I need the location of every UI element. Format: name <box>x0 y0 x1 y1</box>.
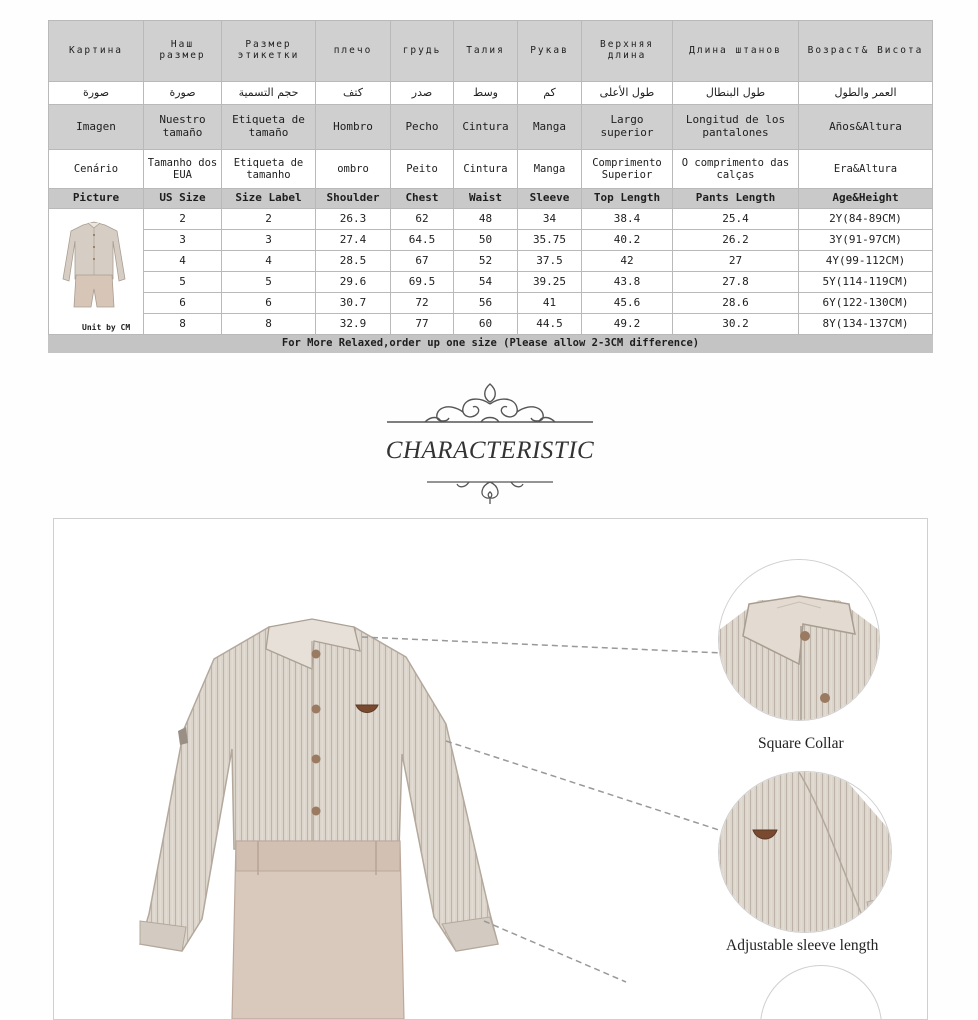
table-row <box>49 251 933 272</box>
table-cell: 42 <box>582 251 673 272</box>
table-cell: 26.2 <box>673 230 799 251</box>
table-cell: 29.6 <box>316 272 391 293</box>
table-cell: 6 <box>144 293 222 314</box>
header-cell: Largo superior <box>582 105 673 150</box>
header-cell: Picture <box>49 189 144 209</box>
header-cell: Nuestro tamaño <box>144 105 222 150</box>
table-cell: 54 <box>454 272 518 293</box>
table-row <box>49 314 933 335</box>
table-cell: 5 <box>144 272 222 293</box>
header-cell: Наш размер <box>144 21 222 82</box>
header-cell: Pecho <box>391 105 454 150</box>
sleeve-caption: Adjustable sleeve length <box>726 937 879 954</box>
header-cell: Cintura <box>454 105 518 150</box>
header-cell: كم <box>518 82 582 105</box>
table-cell: 34 <box>518 209 582 230</box>
header-cell: Comprimento Superior <box>582 150 673 189</box>
header-row-spanish <box>49 105 933 150</box>
header-cell: Manga <box>518 105 582 150</box>
header-cell: العمر والطول <box>799 82 933 105</box>
header-cell: Era&Altura <box>799 150 933 189</box>
table-cell: 43.8 <box>582 272 673 293</box>
header-cell: грудь <box>391 21 454 82</box>
table-cell: 52 <box>454 251 518 272</box>
header-cell: Size Label <box>222 189 316 209</box>
table-cell: 3 <box>222 230 316 251</box>
table-cell: 41 <box>518 293 582 314</box>
table-cell: 4 <box>144 251 222 272</box>
header-row-english <box>49 189 933 209</box>
header-cell: ombro <box>316 150 391 189</box>
unit-note: Unit by CM <box>82 322 131 332</box>
header-cell: Рукав <box>518 21 582 82</box>
size-chart <box>48 20 932 348</box>
header-cell: Возраст& Висота <box>799 21 933 82</box>
header-cell: Waist <box>454 189 518 209</box>
header-cell: Картина <box>49 21 144 82</box>
header-cell: Años&Altura <box>799 105 933 150</box>
table-cell: 8 <box>144 314 222 335</box>
outfit-thumbnail-image <box>59 219 129 311</box>
section-title: CHARACTERISTIC <box>385 437 595 464</box>
table-cell: 8 <box>222 314 316 335</box>
table-cell: 6 <box>222 293 316 314</box>
table-cell: 69.5 <box>391 272 454 293</box>
header-cell: US Size <box>144 189 222 209</box>
header-cell: Длина штанов <box>673 21 799 82</box>
table-cell: 49.2 <box>582 314 673 335</box>
table-cell: 27.8 <box>673 272 799 293</box>
table-cell: 38.4 <box>582 209 673 230</box>
table-cell: 32.9 <box>316 314 391 335</box>
table-cell: 30.2 <box>673 314 799 335</box>
table-cell: 5 <box>222 272 316 293</box>
picture-cell <box>49 209 144 335</box>
table-cell: 35.75 <box>518 230 582 251</box>
header-cell: صورة <box>49 82 144 105</box>
header-cell: Age&Height <box>799 189 933 209</box>
header-cell: Etiqueta de tamaño <box>222 105 316 150</box>
table-cell: 25.4 <box>673 209 799 230</box>
header-cell: Chest <box>391 189 454 209</box>
table-cell: 26.3 <box>316 209 391 230</box>
header-cell: Tamanho dos EUA <box>144 150 222 189</box>
table-row <box>49 230 933 251</box>
table-cell: 2Y(84-89CM) <box>799 209 933 230</box>
table-cell: 27.4 <box>316 230 391 251</box>
collar-detail-image <box>718 559 880 721</box>
table-cell: 2 <box>222 209 316 230</box>
table-cell: 3 <box>144 230 222 251</box>
table-cell: 64.5 <box>391 230 454 251</box>
header-cell: صدر <box>391 82 454 105</box>
table-cell: 40.2 <box>582 230 673 251</box>
table-cell: 5Y(114-119CM) <box>799 272 933 293</box>
table-cell: 30.7 <box>316 293 391 314</box>
table-cell: 45.6 <box>582 293 673 314</box>
header-row-portuguese <box>49 150 933 189</box>
header-cell: Longitud de los pantalones <box>673 105 799 150</box>
ornament-top-icon <box>385 378 595 434</box>
fit-note: For More Relaxed,order up one size (Please allow 2-3CM difference) <box>49 335 933 353</box>
table-cell: 28.5 <box>316 251 391 272</box>
table-row <box>49 209 933 230</box>
header-cell: Manga <box>518 150 582 189</box>
header-cell: كتف <box>316 82 391 105</box>
table-cell: 56 <box>454 293 518 314</box>
header-cell: O comprimento das calças <box>673 150 799 189</box>
header-cell: Hombro <box>316 105 391 150</box>
table-cell: 27 <box>673 251 799 272</box>
collar-caption: Square Collar <box>758 735 844 752</box>
header-cell: Верхняя длина <box>582 21 673 82</box>
header-cell: Cenário <box>49 150 144 189</box>
footer-row <box>49 335 933 353</box>
table-cell: 4Y(99-112CM) <box>799 251 933 272</box>
header-row-russian <box>49 21 933 82</box>
header-cell: وسط <box>454 82 518 105</box>
table-cell: 50 <box>454 230 518 251</box>
header-cell: плечо <box>316 21 391 82</box>
table-cell: 28.6 <box>673 293 799 314</box>
header-cell: Размер этикетки <box>222 21 316 82</box>
header-row-arabic <box>49 82 933 105</box>
ornament-bottom-icon <box>425 470 555 506</box>
table-cell: 60 <box>454 314 518 335</box>
table-cell: 2 <box>144 209 222 230</box>
table-cell: 37.5 <box>518 251 582 272</box>
table-cell: 67 <box>391 251 454 272</box>
table-cell: 4 <box>222 251 316 272</box>
header-cell: Peito <box>391 150 454 189</box>
header-cell: حجم التسمية <box>222 82 316 105</box>
table-cell: 8Y(134-137CM) <box>799 314 933 335</box>
table-cell: 44.5 <box>518 314 582 335</box>
header-cell: Pants Length <box>673 189 799 209</box>
header-cell: صورة <box>144 82 222 105</box>
table-cell: 62 <box>391 209 454 230</box>
header-cell: طول البنطال <box>673 82 799 105</box>
table-cell: 39.25 <box>518 272 582 293</box>
product-feature-panel <box>53 518 928 1020</box>
header-cell: Shoulder <box>316 189 391 209</box>
header-cell: Top Length <box>582 189 673 209</box>
header-cell: Etiqueta de tamanho <box>222 150 316 189</box>
size-table <box>48 20 933 353</box>
table-cell: 3Y(91-97CM) <box>799 230 933 251</box>
table-cell: 72 <box>391 293 454 314</box>
table-row <box>49 293 933 314</box>
header-cell: طول الأعلى <box>582 82 673 105</box>
header-cell: Cintura <box>454 150 518 189</box>
sleeve-detail-image <box>718 771 892 933</box>
header-cell: Талия <box>454 21 518 82</box>
table-cell: 6Y(122-130CM) <box>799 293 933 314</box>
table-cell: 48 <box>454 209 518 230</box>
header-cell: Sleeve <box>518 189 582 209</box>
table-cell: 77 <box>391 314 454 335</box>
header-cell: Imagen <box>49 105 144 150</box>
table-row <box>49 272 933 293</box>
